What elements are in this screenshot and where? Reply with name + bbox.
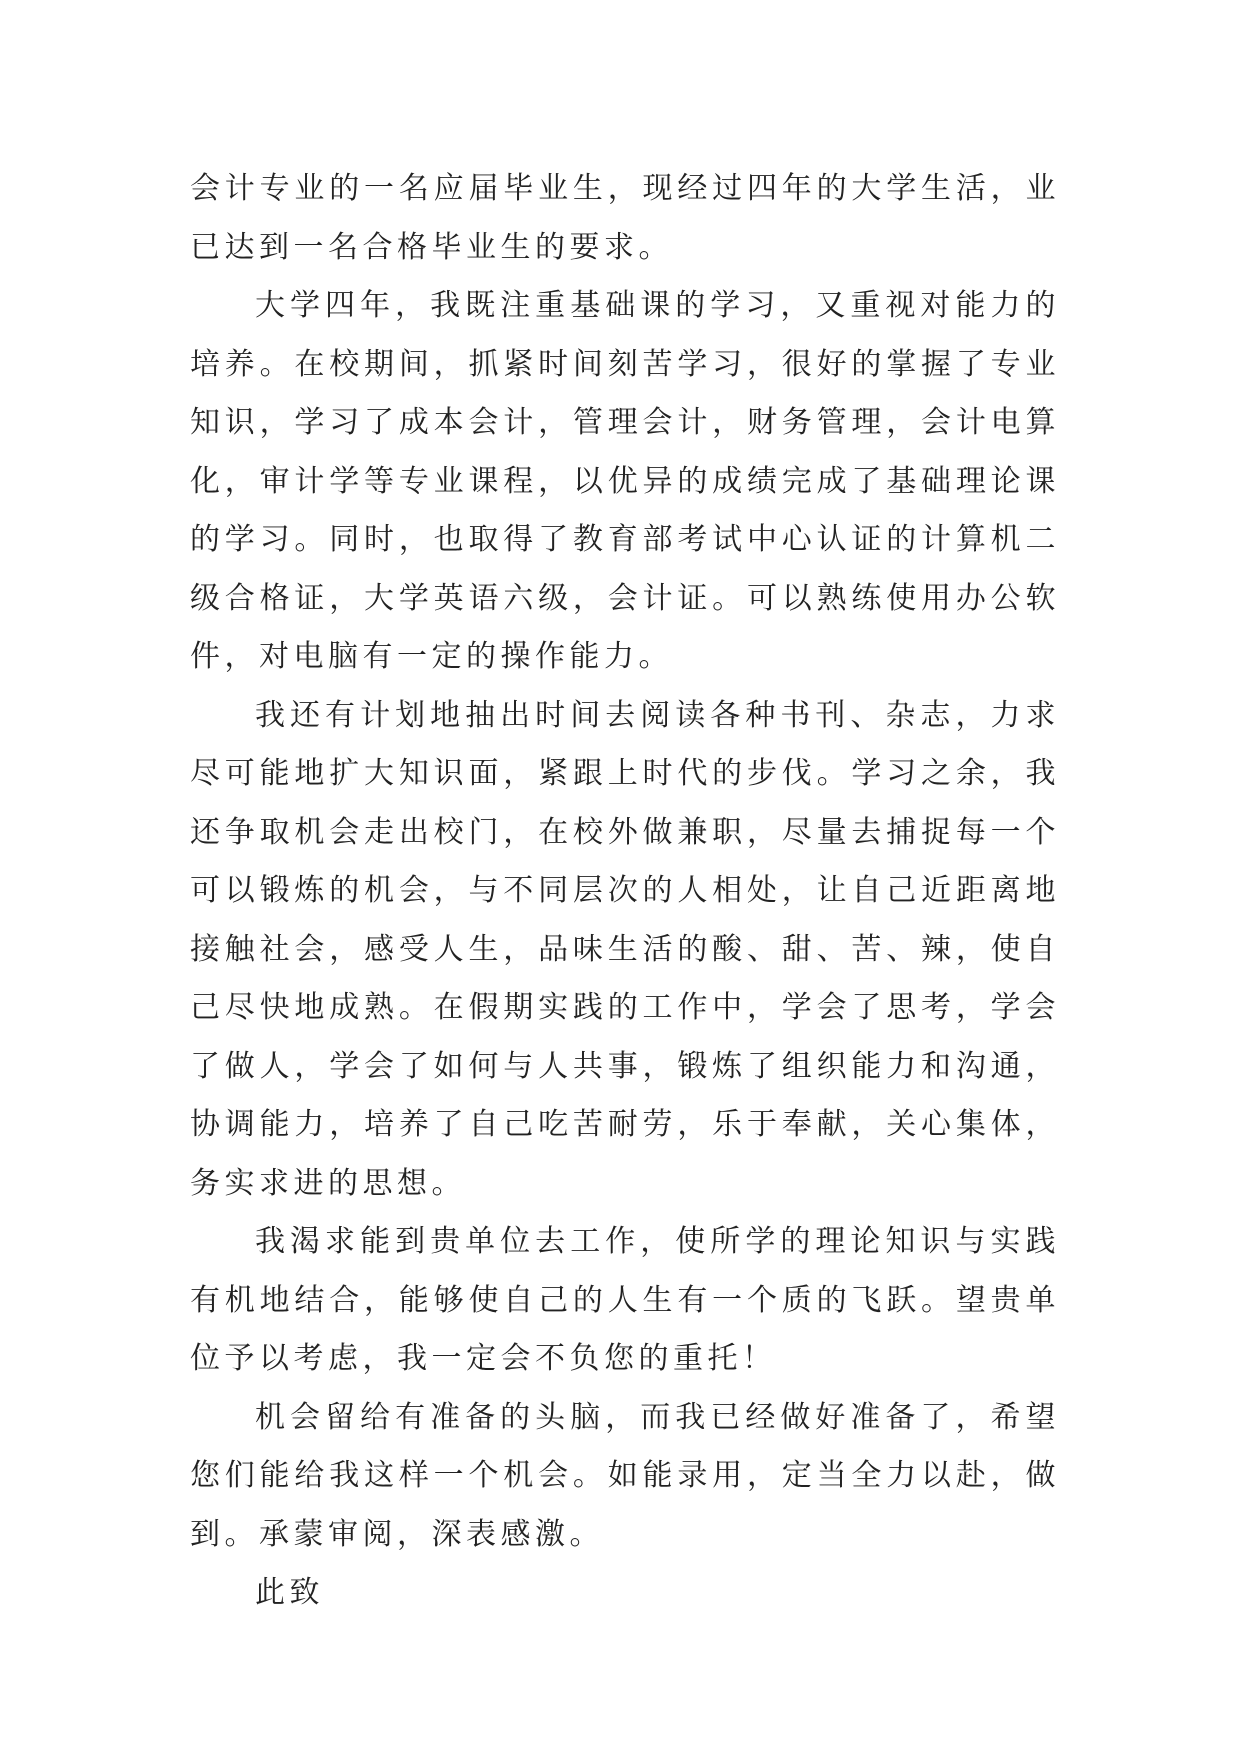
letter-body xyxy=(190,160,1060,1623)
closing-salutation: 此致 xyxy=(255,1575,324,1610)
paragraph-activities: 我还有计划地抽出时间去阅读各种书刊、杂志，力求尽可能地扩大知识面，紧跟上时代的步伐。学习之余，我还争取机会走出校门，在校外做兼职，尽量去捕捉每一个可以锻炼的机会，与不同层次的人相处，让自己近距离地接触社会，感受人生，品味生活的酸、甜、苦、辣，使自己尽快地成熟。在假期实践的工作中，学会了思考，学会了做人，学会了如何与人共事，锻炼了组织能力和沟通，协调能力，培养了自己吃苦耐劳，乐于奉献，关心集体，务实求进的思想。 xyxy=(190,697,1060,1201)
paragraph-studies: 大学四年，我既注重基础课的学习，又重视对能力的培养。在校期间，抓紧时间刻苦学习，很好的掌握了专业知识，学习了成本会计，管理会计，财务管理，会计电算化，审计学等专业课程，以优异的成绩完成了基础理论课的学习。同时，也取得了教育部考试中心认证的计算机二级合格证，大学英语六级，会计证。可以熟练使用办公软件，对电脑有一定的操作能力。 xyxy=(190,288,1060,674)
paragraph-aspiration: 我渴求能到贵单位去工作，使所学的理论知识与实践有机地结合，能够使自己的人生有一个质的飞跃。望贵单位予以考虑，我一定会不负您的重托！ xyxy=(190,1224,1060,1376)
paragraph-continuation: 会计专业的一名应届毕业生，现经过四年的大学生活，业已达到一名合格毕业生的要求。 xyxy=(190,171,1060,265)
paragraph-request: 机会留给有准备的头脑，而我已经做好准备了，希望您们能给我这样一个机会。如能录用，定当全力以赴，做到。承蒙审阅，深表感激。 xyxy=(190,1399,1060,1552)
